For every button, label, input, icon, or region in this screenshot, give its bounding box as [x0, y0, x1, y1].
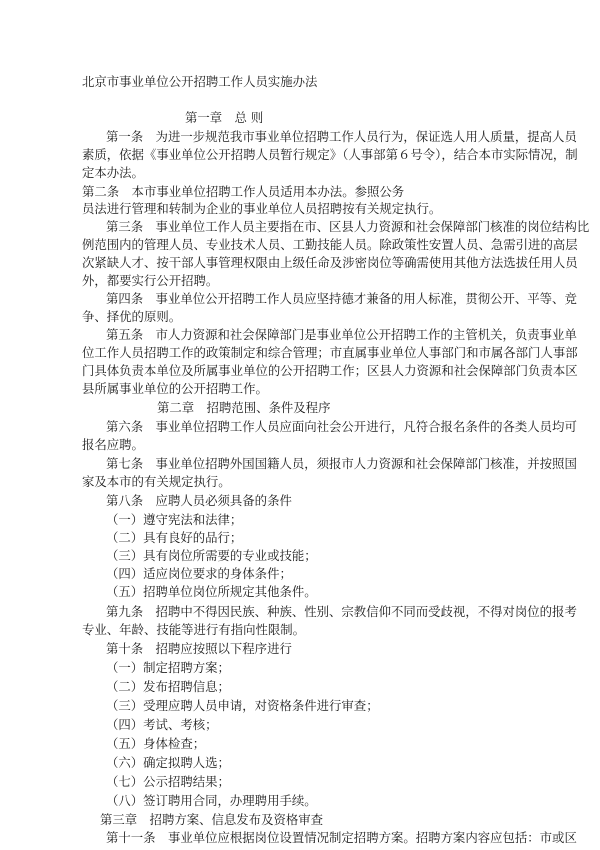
list-item: （一）遵守宪法和法律； — [106, 512, 243, 527]
article-2-line-1: 第二条 本市事业单位招聘工作人员适用本办法。参照公务 — [82, 184, 405, 199]
list-item: （四）适应岗位要求的身体条件； — [106, 566, 292, 581]
article-3-line-4: 外，都要实行公开招聘。 — [82, 273, 219, 288]
list-item: （一）制定招聘方案； — [106, 660, 230, 675]
chapter-heading: 第三章 招聘方案、信息发布及资格审查 — [100, 812, 324, 827]
document-title: 北京市事业单位公开招聘工作人员实施办法 — [82, 74, 318, 89]
list-item: （六）确定拟聘人选； — [106, 755, 230, 770]
article-5-line-2: 位工作人员招聘工作的政策制定和综合管理；市直属事业单位人事部门和市属各部门人事部 — [82, 345, 578, 360]
list-item: （二）发布招聘信息； — [106, 679, 230, 694]
article-7-line-1: 第七条 事业单位招聘外国国籍人员，须报市人力资源和社会保障部门核准，并按照国 — [106, 456, 577, 471]
article-11-line-1: 第十一条 事业单位应根据岗位设置情况制定招聘方案。招聘方案内容应包括：市或区 — [106, 830, 577, 845]
article-10-line-1: 第十条 招聘应按照以下程序进行 — [106, 641, 292, 656]
article-1-line-1: 第一条 为进一步规范我市事业单位招聘工作人员行为，保证选人用人质量，提高人员 — [106, 129, 577, 144]
article-5-line-3: 门具体负责本单位及所属事业单位的公开招聘工作；区县人力资源和社会保障部门负责本区 — [82, 363, 578, 378]
article-1-line-3: 定本办法。 — [82, 165, 144, 180]
list-item: （八）签订聘用合同，办理聘用手续。 — [106, 793, 317, 808]
article-9-line-1: 第九条 招聘中不得因民族、种族、性别、宗教信仰不同而受歧视，不得对岗位的报考 — [106, 604, 577, 619]
article-3-line-1: 第三条 事业单位工作人员主要指在市、区县人力资源和社会保障部门核准的岗位结构比 — [106, 219, 590, 234]
chapter-heading: 第二章 招聘范围、条件及程序 — [157, 400, 331, 415]
article-8-line-1: 第八条 应聘人员必须具备的条件 — [106, 493, 292, 508]
article-4-line-2: 争、择优的原则。 — [82, 309, 182, 324]
article-6-line-1: 第六条 事业单位招聘工作人员应面向社会公开进行，凡符合报名条件的各类人员均可 — [106, 419, 577, 434]
chapter-heading: 第一章 总 则 — [185, 110, 264, 125]
article-7-line-2: 家及本市的有关规定执行。 — [82, 474, 231, 489]
list-item: （五）招聘单位岗位所规定其他条件。 — [106, 584, 317, 599]
article-3-line-3: 次紧缺人才、按干部人事管理权限由上级任命及涉密岗位等确需使用其他方法选拔任用人员 — [82, 255, 578, 270]
list-item: （三）受理应聘人员申请，对资格条件进行审查； — [106, 698, 379, 713]
article-2-line-2: 员法进行管理和转制为企业的事业单位人员招聘按有关规定执行。 — [82, 201, 442, 216]
list-item: （二）具有良好的品行； — [106, 530, 243, 545]
list-item: （三）具有岗位所需要的专业或技能； — [106, 548, 317, 563]
article-9-line-2: 专业、年龄、技能等进行有指向性限制。 — [82, 622, 306, 637]
list-item: （七）公示招聘结果； — [106, 774, 230, 789]
article-3-line-2: 例范围内的管理人员、专业技术人员、工勤技能人员。除政策性安置人员、急需引进的高层 — [82, 237, 578, 252]
article-6-line-2: 报名应聘。 — [82, 437, 144, 452]
article-4-line-1: 第四条 事业单位公开招聘工作人员应坚持德才兼备的用人标准，贯彻公开、平等、竞 — [106, 291, 577, 306]
list-item: （五）身体检查； — [106, 736, 206, 751]
article-1-line-2: 素质，依据《事业单位公开招聘人员暂行规定》（人事部第６号令），结合本市实际情况，制 — [82, 147, 578, 162]
article-5-line-4: 县所属事业单位的公开招聘工作。 — [82, 381, 268, 396]
article-5-line-1: 第五条 市人力资源和社会保障部门是事业单位公开招聘工作的主管机关，负责事业单 — [106, 327, 577, 342]
list-item: （四）考试、考核； — [106, 717, 218, 732]
